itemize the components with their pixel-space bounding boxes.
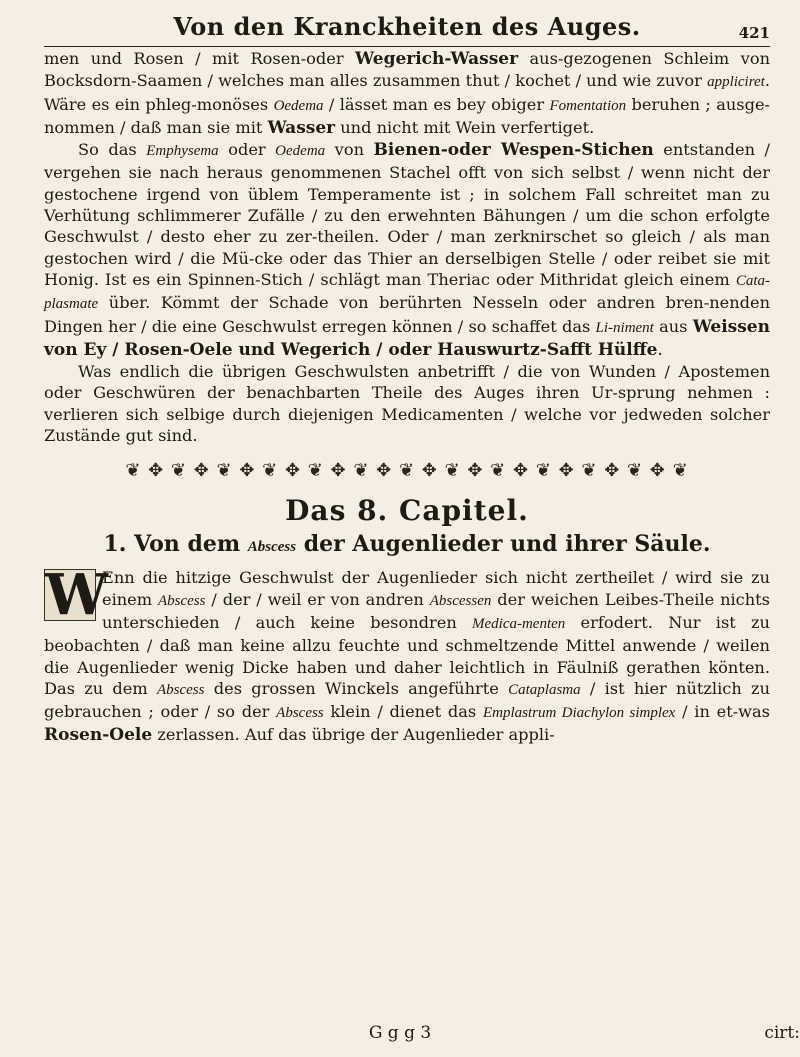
text-run: der weichen Leibes-Theile nichts unterschieden / auch keine besondren xyxy=(102,589,770,632)
paragraph-1 xyxy=(44,48,770,139)
paragraph-4 xyxy=(44,562,770,746)
text-run: erfodert. Nur ist zu beobachten / daß man keine allzu feuchte und schmeltzende Mittel anwende / weilen die Augenlieder wenig Dicke haben und daher leichtlich in Fäulniß gerathen könten. Das zu dem xyxy=(44,612,770,698)
page-number: 421 xyxy=(738,24,770,42)
text-run: und nicht mit Wein verfertiget. xyxy=(335,117,595,137)
emphasis: Wegerich-Wasser xyxy=(355,49,519,69)
latin-term: Oedema xyxy=(273,97,324,114)
emphasis: Wasser xyxy=(267,117,336,138)
running-title: Von den Kranckheiten des Auges. xyxy=(173,12,641,41)
text-run: klein / dienet das xyxy=(323,702,483,722)
text-run: entstanden / vergehen sie nach heraus genommenen Stachel offt von sich selbst / wenn nicht der gestochene irgend von üblem Temperamente ist ; in solchem Fall schreitet man zu Verhütung schlimmerer Zufälle / zu den erwehnten Bähungen / um die schon erfolgte Geschwulst / desto eher zu zer-theilen. Oder / man zerknirschet so gleich / als man gestochen wird / die Mü-cke oder das Thier an derselbigen Stelle / oder reibet sie mit Honig. Ist es ein Spinnen-Stich / schlägt man Theriac oder Mithridat gleich einem xyxy=(44,140,771,289)
body-text xyxy=(44,48,770,747)
text-run: aus-gezogenen Schleim von Bocksdorn-Saamen / welches man alles zusammen thut / kochet / und wie zuvor xyxy=(44,49,770,91)
latin-term: Emphysema xyxy=(146,143,219,160)
latin-term: Li-niment xyxy=(595,319,654,336)
latin-term: Oedema xyxy=(275,143,326,160)
text-run: der Augenlieder und ihrer Säule. xyxy=(296,531,711,558)
text-run: / ist hier nützlich zu gebrauchen ; oder / so der xyxy=(44,678,770,722)
section-heading xyxy=(44,531,770,561)
text-run: / lässet man es bey obiger xyxy=(323,94,550,114)
text-run: So das xyxy=(78,140,147,160)
latin-term: Abscessen xyxy=(429,592,492,609)
latin-term: Medica-menten xyxy=(472,615,566,632)
latin-term: Fomentation xyxy=(549,97,627,114)
latin-term: Abscess xyxy=(247,539,297,556)
text-run: . Wäre es ein phleg-monöses xyxy=(44,71,770,114)
latin-term: Cata-plasmate xyxy=(44,272,770,313)
text-run: men und Rosen / mit Rosen-oder xyxy=(44,49,356,68)
text-run: / der / weil er von andren xyxy=(205,589,430,609)
running-head xyxy=(44,12,770,47)
text-run: zerlassen. Auf das übrige der Augenlieder appli- xyxy=(152,725,555,745)
text-run: / in et-was xyxy=(675,702,770,722)
ornamental-divider: ❦ ✥ ❦ ✥ ❦ ✥ ❦ ✥ ❦ ✥ ❦ ✥ ❦ ✥ ❦ ✥ ❦ ✥ ❦ ✥ ❦ ✥ ❦ ✥ ❦ xyxy=(125,460,689,482)
latin-term: Emplastrum Diachylon simplex xyxy=(482,705,676,722)
latin-term: Cataplasma xyxy=(508,681,581,698)
catchword: cirt: xyxy=(764,1023,800,1043)
latin-term: appliciret xyxy=(707,74,765,91)
text-run: Enn die hitzige Geschwulst der Augenlieder sich nicht zertheilet / wird sie zu einem xyxy=(102,568,770,609)
text-run: oder xyxy=(218,140,276,160)
paragraph-2 xyxy=(44,139,770,361)
chapter-heading: Das 8. Capitel. xyxy=(285,494,529,528)
emphasis: Bienen-oder Wespen-Stichen xyxy=(373,140,654,161)
text-run: über. Kömmt der Schade von berührten Nesseln oder andren bren-nenden Dingen her / die eine Geschwulst erregen können / so schaffet das xyxy=(44,293,770,336)
text-run: aus xyxy=(653,316,693,336)
text-run: . xyxy=(657,339,663,359)
text-run: von xyxy=(325,140,374,160)
text-run: beruhen ; ausge-nommen / daß man sie mit xyxy=(44,94,770,137)
emphasis: Rosen-Oele xyxy=(44,725,153,746)
latin-term: Abscess xyxy=(158,592,206,609)
section-number: 1. xyxy=(103,531,127,558)
paragraph-3: Was endlich die übrigen Geschwulsten anbetrifft / die von Wunden / Apostemen oder Geschwüren der benachbarten Theile des Auges ihren Ur-sprung nehmen : verlieren sich selbige durch diejenigen Medicamenten / welche vor jedweden solcher Zustände gut sind. xyxy=(44,362,770,446)
latin-term: Abscess xyxy=(156,681,205,698)
drop-cap: W xyxy=(45,562,108,629)
latin-term: Abscess xyxy=(276,705,324,722)
text-run: des grossen Winckels angeführte xyxy=(204,678,509,698)
text-run: Von dem xyxy=(126,531,248,558)
emphasis: Weissen von Ey / Rosen-Oele und Wegerich / oder Hauswurtz-Safft Hülffe xyxy=(44,316,770,360)
signature-mark: G g g 3 xyxy=(368,1023,432,1043)
